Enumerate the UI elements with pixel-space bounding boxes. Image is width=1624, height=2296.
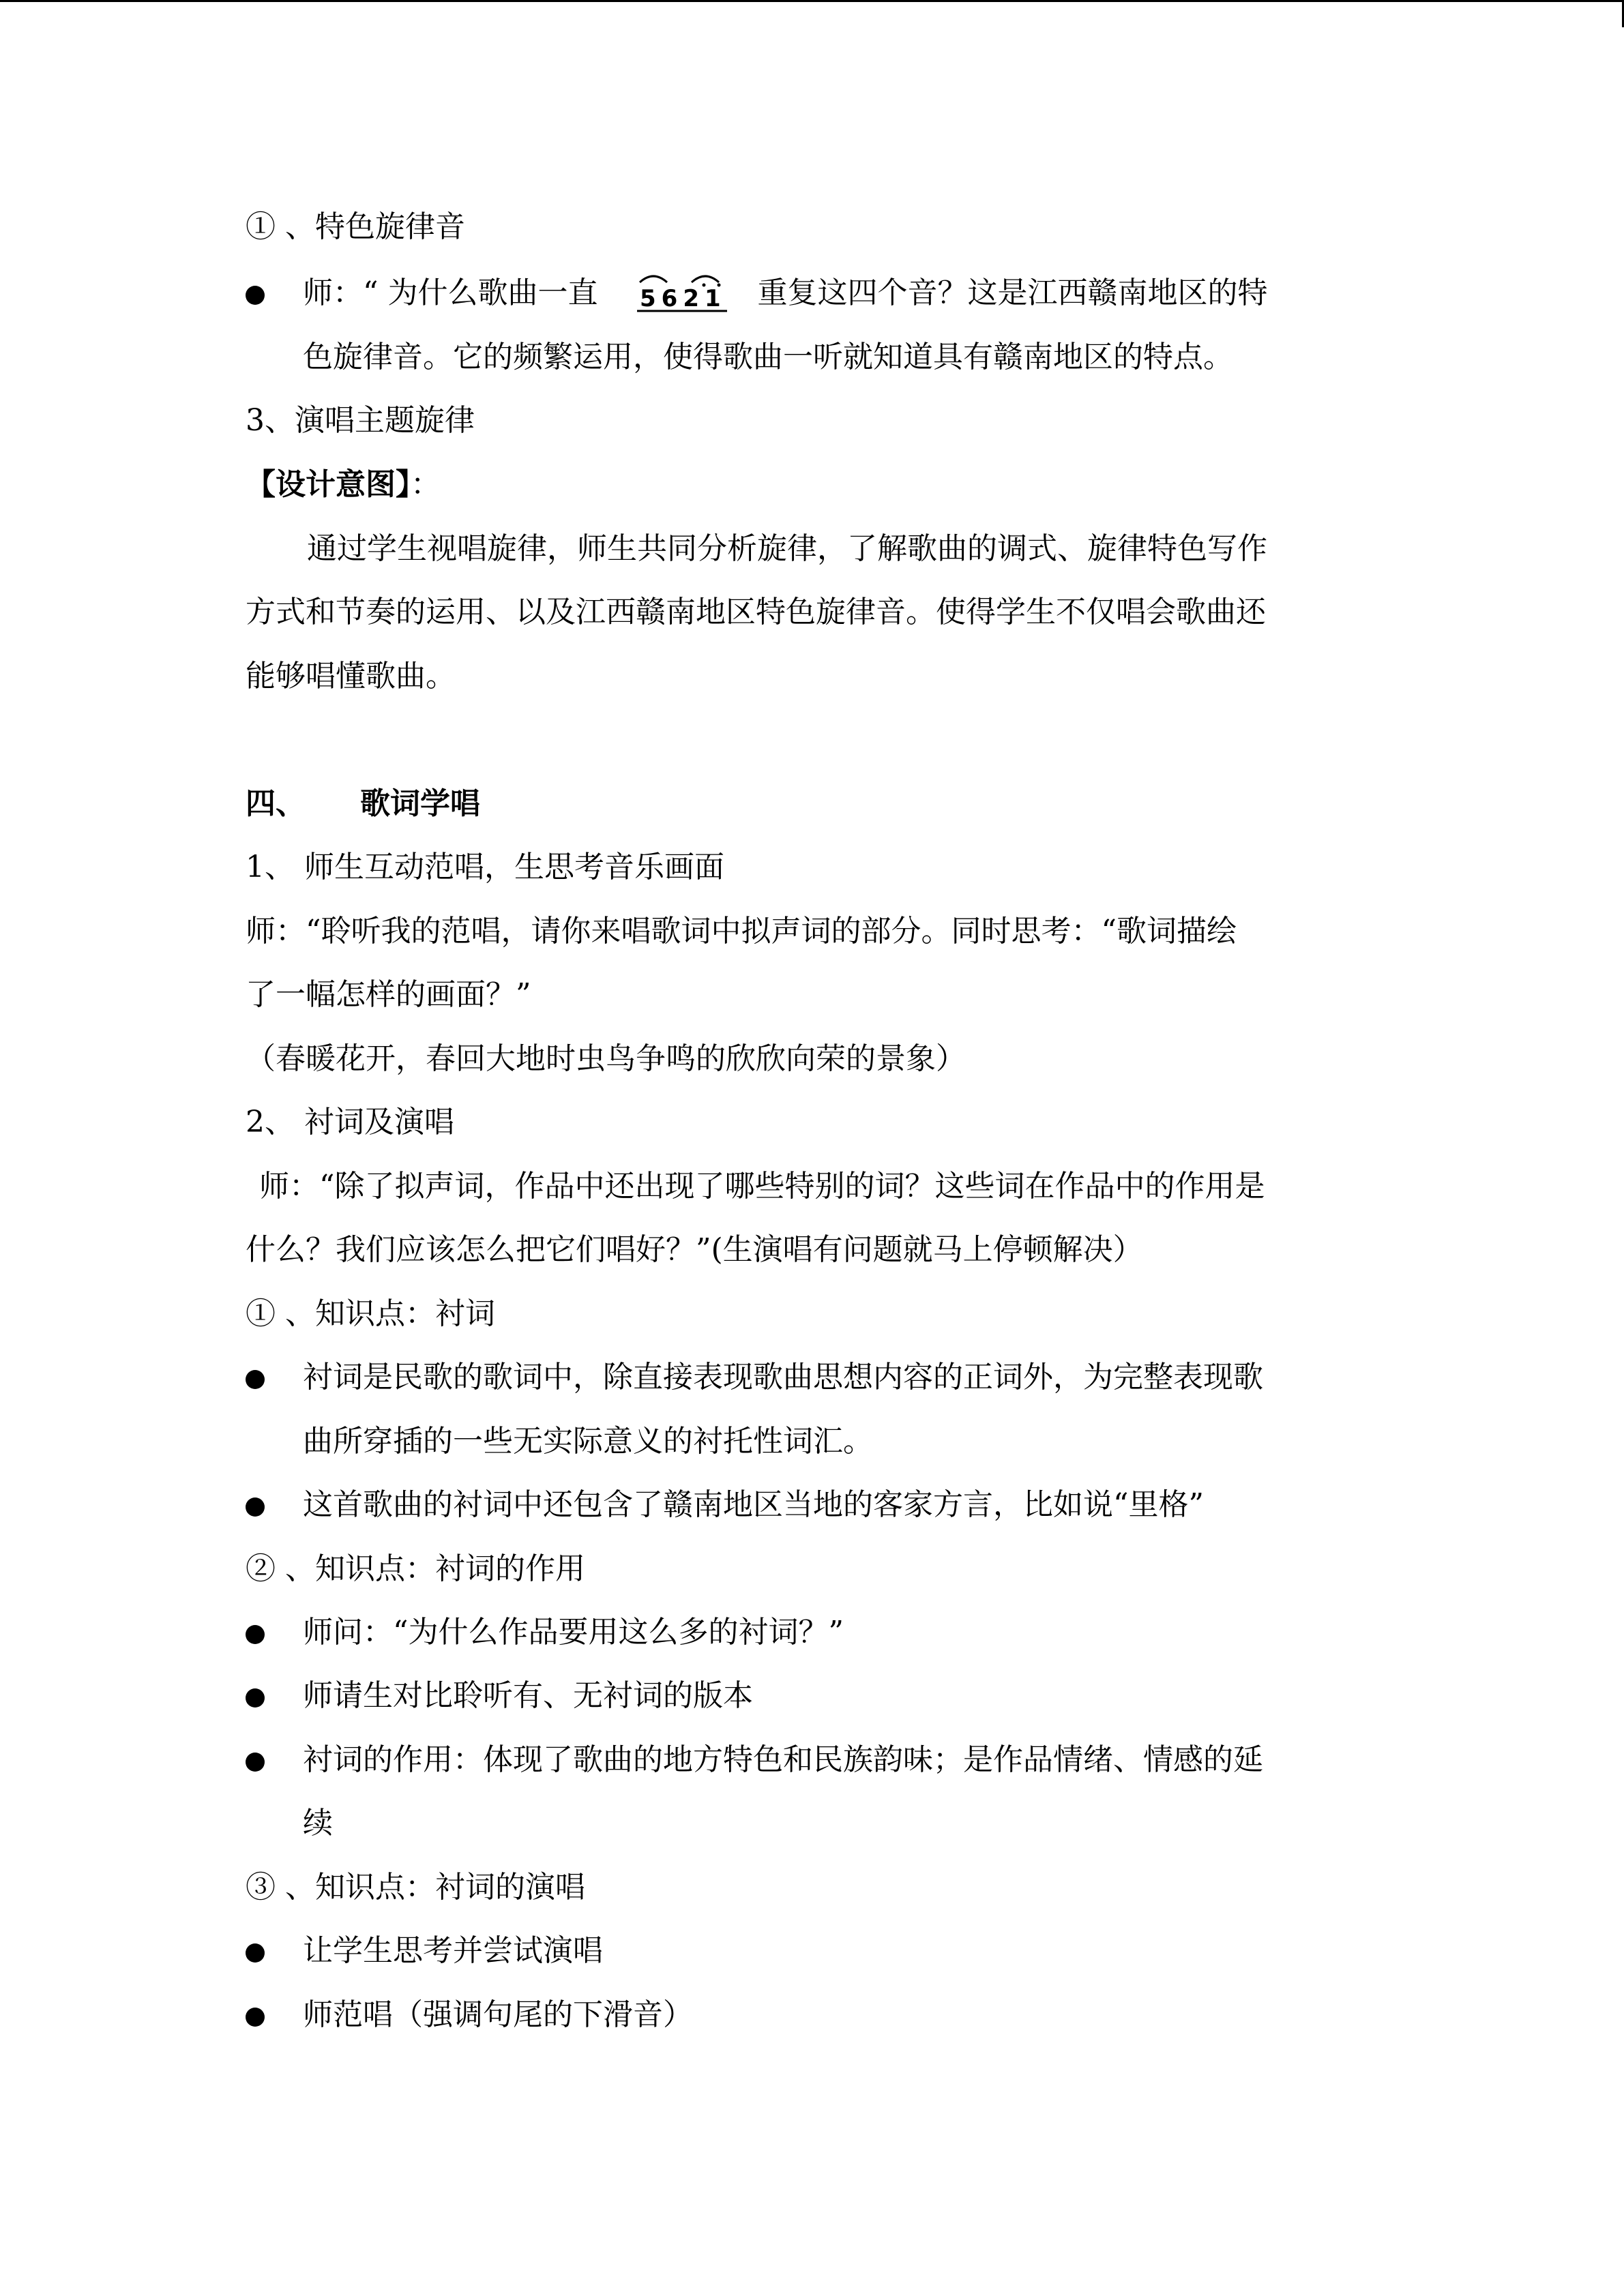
section4-title: 歌词学唱 xyxy=(360,786,480,821)
subsection1-answer: （春暖花开，春回大地时虫鸟争鸣的欣欣向荣的景象） xyxy=(246,1041,966,1076)
knowledge2-bullet3-line1: 衬词的作用：体现了歌曲的地方特色和民族韵味；是作品情绪、情感的延 xyxy=(303,1742,1263,1777)
jianpu-notation xyxy=(634,274,730,312)
knowledge2-bullet2: 师请生对比聆听有、无衬词的版本 xyxy=(303,1678,753,1713)
knowledge3-bullet2: 师范唱（强调句尾的下滑音） xyxy=(303,1997,693,2032)
knowledge1-bullet2: 这首歌曲的衬词中还包含了赣南地区当地的客家方言，比如说“里格” xyxy=(303,1487,1204,1522)
bullet-icon xyxy=(246,2008,265,2027)
bullet-icon xyxy=(246,286,265,305)
knowledge2-bullet3-line2: 续 xyxy=(303,1806,333,1840)
design-paragraph-line1: 通过学生视唱旋律，师生共同分析旋律，了解歌曲的调式、旋律特色写作 xyxy=(307,531,1267,566)
notation-svg xyxy=(634,270,730,315)
design-intent xyxy=(246,466,441,504)
bullet-icon xyxy=(246,1753,265,1772)
bullet1-line1 xyxy=(303,274,1267,312)
design-paragraph-line2: 方式和节奏的运用、以及江西赣南地区特色旋律音。使得学生不仅唱会歌曲还 xyxy=(246,595,1266,629)
knowledge3-bullet1: 让学生思考并尝试演唱 xyxy=(303,1933,603,1968)
subsection2-text-line1: 师：“除了拟声词，作品中还出现了哪些特别的词？这些词在作品中的作用是 xyxy=(259,1169,1265,1204)
bullet-icon xyxy=(246,1943,265,1963)
knowledge1-heading: ① 、知识点：衬词 xyxy=(246,1296,495,1331)
design-colon: ： xyxy=(411,467,441,502)
section4-number: 四、 xyxy=(246,786,306,821)
knowledge2-bullet1: 师问：“为什么作品要用这么多的衬词？” xyxy=(303,1615,844,1650)
knowledge2-heading: ② 、知识点：衬词的作用 xyxy=(246,1551,585,1586)
design-paragraph-line3: 能够唱懂歌曲。 xyxy=(246,659,456,694)
bullet-icon xyxy=(246,1688,265,1708)
bullet1-suffix: 重复这四个音？这是江西赣南地区的特 xyxy=(757,275,1268,310)
design-label: 【设计意图】 xyxy=(246,467,411,502)
item1-heading: ① 、特色旋律音 xyxy=(246,209,465,244)
page-border xyxy=(0,0,1624,2)
subsection1-text-line2: 了一幅怎样的画面？” xyxy=(246,977,531,1012)
bullet-icon xyxy=(246,1370,265,1389)
bullet1-line2: 色旋律音。它的频繁运用，使得歌曲一听就知道具有赣南地区的特点。 xyxy=(303,340,1233,374)
notation-text: 5621 xyxy=(640,285,727,312)
bullet1-prefix: 师：“ 为什么歌曲一直 xyxy=(303,275,598,310)
subsection1-title: 1、 师生互动范唱，生思考音乐画面 xyxy=(246,850,724,884)
bullet-icon xyxy=(246,1497,265,1517)
step3-heading: 3、演唱主题旋律 xyxy=(246,403,475,438)
knowledge3-heading: ③ 、知识点：衬词的演唱 xyxy=(246,1870,585,1905)
knowledge1-bullet1-line1: 衬词是民歌的歌词中，除直接表现歌曲思想内容的正词外，为完整表现歌 xyxy=(303,1360,1263,1395)
subsection1-text-line1: 师：“聆听我的范唱，请你来唱歌词中拟声词的部分。同时思考：“歌词描绘 xyxy=(246,914,1237,949)
subsection2-text-line2: 什么？我们应该怎么把它们唱好？”(生演唱有问题就马上停顿解决） xyxy=(246,1232,1143,1267)
knowledge1-bullet1-line2: 曲所穿插的一些无实际意义的衬托性词汇。 xyxy=(303,1424,873,1459)
bullet-icon xyxy=(246,1625,265,1644)
subsection2-title: 2、 衬词及演唱 xyxy=(246,1105,454,1139)
